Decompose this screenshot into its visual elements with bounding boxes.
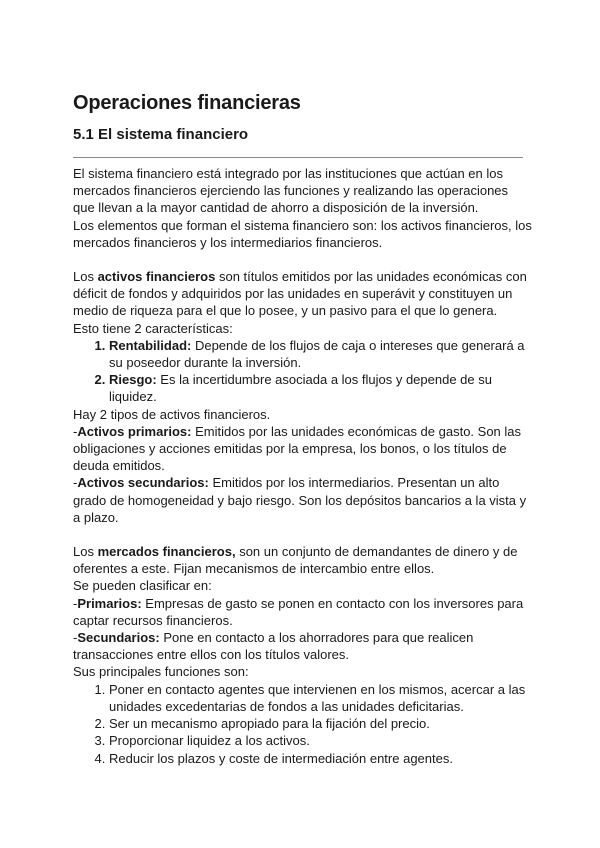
section-divider <box>73 157 523 158</box>
intro-paragraph-1: El sistema financiero está integrado por las instituciones que actúan en los mercados financieros ejerciendo las funciones y realizando las operaciones que llevan a la mayor cantidad de ahorro a disposición de la inversión. <box>73 166 509 216</box>
characteristics-intro: Esto tiene 2 características: <box>73 320 233 336</box>
list-item: 1. Poner en contacto agentes que intervienen en los mismos, acercar a las unidades excedentarias de fondos a las unidades deficitarias. <box>109 681 533 715</box>
document-body <box>73 165 533 767</box>
activos-term: activos financieros <box>97 269 216 285</box>
list-item: 1. Rentabilidad: Depende de los flujos de caja o intereses que generará a su poseedor durante la inversión. <box>109 337 533 371</box>
list-item: 2. Ser un mecanismo apropiado para la fijación del precio. <box>109 715 533 732</box>
mercados-secundarios: -Secundarios: Pone en contacto a los ahorradores para que realicen transacciones entre ellos con los títulos valores. <box>73 630 474 663</box>
functions-intro: Sus principales funciones son: <box>73 664 249 680</box>
mercados-term: mercados financieros, <box>97 544 236 560</box>
page-title: Operaciones financieras <box>73 92 301 114</box>
list-item: 3. Proporcionar liquidez a los activos. <box>109 732 533 749</box>
list-item: 4. Reducir los plazos y coste de intermediación entre agentes. <box>109 750 533 767</box>
intro-paragraph-2: Los elementos que forman el sistema financiero son: los activos financieros, los mercados financieros y los intermediarios financieros. <box>73 217 532 250</box>
types-intro: Hay 2 tipos de activos financieros. <box>73 406 271 422</box>
section-heading: 5.1 El sistema financiero <box>73 126 249 143</box>
activos-primarios: -Activos primarios: Emitidos por las unidades económicas de gasto. Son las obligaciones y acciones emitidas por la empresa, los bonos, o los títulos de deuda emitidos. <box>73 423 522 474</box>
functions-list <box>73 681 533 767</box>
characteristics-list <box>73 337 533 406</box>
mercados-primarios: -Primarios: Empresas de gasto se ponen en contacto con los inversores para captar recursos financieros. <box>73 595 524 628</box>
activos-secundarios: -Activos secundarios: Emitidos por los intermediarios. Presentan un alto grado de homogeneidad y bajo riesgo. Son los depósitos bancarios a la vista y a plazo. <box>73 475 527 525</box>
mercados-paragraph: Los mercados financieros, son un conjunto de demandantes de dinero y de oferentes a este. Fijan mecanismos de intercambio entre ellos. <box>73 544 518 577</box>
activos-paragraph: Los activos financieros son títulos emitidos por las unidades económicas con déficit de fondos y adquiridos por las unidades en superávit y constituyen un medio de riqueza para el que lo posee, y un pasivo para el que lo genera. <box>73 269 527 319</box>
list-item: 2. Riesgo: Es la incertidumbre asociada a los flujos y depende de su liquidez. <box>109 371 533 405</box>
classify-intro: Se pueden clasificar en: <box>73 578 212 594</box>
